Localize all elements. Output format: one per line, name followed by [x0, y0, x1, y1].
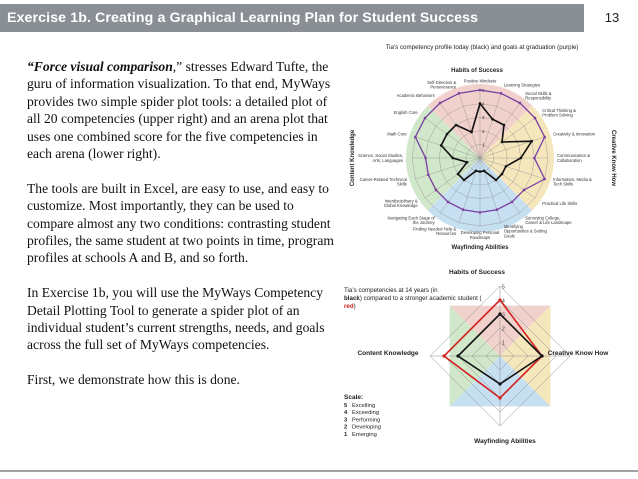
detail-arena-bottom: Wayfinding Abilities	[451, 245, 509, 251]
paragraph-4: First, we demonstrate how this is done.	[27, 372, 240, 388]
scale-number: 3	[344, 417, 348, 424]
tufte-quote: “Force visual comparison	[27, 59, 173, 74]
goal-point	[543, 178, 546, 181]
today-point	[503, 124, 506, 127]
goal-point	[496, 208, 499, 211]
competency-label: Math Core	[387, 131, 407, 137]
body-text	[27, 58, 337, 389]
today-point	[530, 140, 533, 143]
scale-label: Emerging	[352, 431, 377, 438]
paragraph-2: The tools are built in Excel, are easy to use, and easy to customize. Most importantly, they can be used to compare almost any two conditions: contrasting student profiles, the same student at two points in time, program profiles at schools A and B, and so forth.	[27, 180, 334, 266]
detail-ring-label: 5	[482, 88, 485, 93]
paragraph-1-text: ,” stresses Edward Tufte, the guru of information visualization. To that end, MyWays provides two simple spider plot tools: a detailed plot of all 20 competencies (upper right) and an arena plot that uses one combined score for the five competencies in each arena (lower right).	[27, 59, 331, 162]
competency-label: Self-Direction & Perseverance	[427, 79, 457, 90]
today-point	[479, 102, 482, 105]
goal-point	[523, 189, 526, 192]
header	[0, 0, 638, 36]
goal-point	[519, 102, 522, 105]
arena-ring-label: 5	[502, 284, 505, 291]
goal-point	[500, 92, 503, 95]
page-number: 13	[604, 10, 620, 25]
goal-point	[424, 117, 427, 120]
scale-label: Performing	[352, 417, 381, 424]
scale-number: 4	[344, 410, 348, 417]
today-point	[501, 173, 504, 176]
goal-point	[534, 117, 537, 120]
today-point	[470, 131, 473, 134]
tia-point	[540, 354, 543, 357]
footer-divider	[0, 470, 638, 472]
detail-plot-title: Tia’s competency profile today (black) and goals at graduation (purple)	[385, 44, 579, 51]
competency-label: Practical Life Skills	[542, 200, 578, 206]
goal-point	[435, 189, 438, 192]
paragraph-3: In Exercise 1b, you will use the MyWays Competency Detail Plotting Tool to generate a spider plot of an individual student’s current strengths, needs, and goals across the full set of MyWays competencies.	[27, 285, 325, 353]
tia-point	[498, 382, 501, 385]
arena-right-label: Creative Know How	[547, 350, 609, 357]
competency-label: Identifying Opportunities & Setting Goals	[503, 223, 547, 239]
goal-point	[533, 157, 536, 160]
arena-bottom-label: Wayfinding Abilities	[474, 438, 536, 445]
scale-label: Excelling	[352, 403, 376, 409]
competency-label: Surveying College, Career & Life Landscape	[525, 215, 572, 226]
goal-point	[479, 89, 482, 92]
goal-point	[414, 136, 417, 139]
competency-label: Science, Social Studies, Arts, Languages	[358, 153, 403, 163]
arena-note-pre: Tia’s competencies at 14 years (in	[344, 287, 438, 294]
goal-point	[458, 92, 461, 95]
paragraph-1	[27, 58, 337, 162]
today-point	[495, 179, 498, 182]
today-point	[479, 170, 482, 173]
scale-label: Exceeding	[352, 410, 380, 417]
today-point	[505, 165, 508, 168]
today-point	[463, 179, 466, 182]
today-point	[501, 141, 504, 144]
goal-point	[427, 174, 430, 177]
detail-arena-left: Content Knowledge	[350, 129, 356, 187]
detail-arena-top: Habits of Success	[451, 68, 503, 74]
competency-label: Interdisciplinary & Global Knowledge	[383, 198, 418, 209]
competency-label: Academic Behaviors	[396, 93, 435, 99]
arena-plot	[340, 256, 625, 448]
competency-detail-plot	[340, 40, 625, 253]
arena-left-label: Content Knowledge	[357, 350, 419, 357]
competency-label: Finding Needed Help & Resources	[412, 226, 457, 237]
stronger-point	[498, 396, 501, 399]
today-point	[446, 133, 449, 136]
competency-label: Creativity & Innovation	[553, 131, 596, 137]
today-point	[466, 161, 469, 164]
title-bar	[0, 4, 584, 32]
competency-label: Learning Strategies	[503, 82, 541, 88]
today-point	[474, 170, 477, 173]
detail-ring-label: 3	[482, 115, 485, 121]
competency-label: Social Skills & Responsibility	[525, 90, 552, 101]
competency-label: Career-Related Technical Skills	[359, 176, 407, 187]
scale-number: 1	[344, 431, 348, 438]
today-point	[483, 170, 486, 173]
competency-label: Navigating Each Stage of the Journey	[387, 215, 435, 226]
competency-label: Developing Personal Roadmaps	[460, 230, 500, 240]
scale-title: Scale:	[344, 394, 364, 401]
goal-point	[439, 102, 442, 105]
stronger-point	[442, 354, 445, 357]
detail-arena-right: Creative Know How	[610, 129, 616, 187]
arena-note-post: )	[353, 303, 356, 310]
detail-ring-label: 2	[482, 128, 485, 134]
arena-ring-label: 4	[502, 298, 505, 305]
competency-label: English Core	[393, 110, 418, 116]
tia-point	[456, 354, 459, 357]
arena-note-black: black	[344, 295, 360, 302]
arena-note-line1	[344, 287, 438, 294]
stronger-point	[498, 298, 501, 301]
goal-point	[462, 208, 465, 211]
arena-note-line3	[344, 303, 356, 310]
scale-number: 5	[344, 403, 348, 409]
detail-ring-label: 4	[482, 101, 485, 107]
today-point	[452, 157, 455, 160]
today-point	[455, 124, 458, 127]
today-point	[457, 173, 460, 176]
goal-point	[424, 157, 427, 160]
goal-point	[479, 211, 482, 214]
today-point	[440, 144, 443, 147]
slide-title: Exercise 1b. Creating a Graphical Learning Plan for Student Success	[7, 10, 479, 26]
arena-note-line2	[344, 295, 483, 302]
competency-label: Information, Media & Tech Skills	[553, 176, 592, 187]
scale-label: Developing	[352, 424, 382, 431]
goal-point	[511, 201, 514, 204]
arena-ring-label: 2	[502, 326, 505, 333]
scale-number: 2	[344, 424, 348, 431]
competency-label: Positive Mindsets	[463, 78, 497, 84]
arena-header: Habits of Success	[449, 269, 505, 276]
arena-ring-label: 1	[502, 340, 505, 347]
goal-point	[543, 136, 546, 139]
tia-point	[498, 312, 501, 315]
detail-ring-label: 1	[482, 142, 485, 148]
arena-note-red: red	[344, 303, 354, 310]
competency-label: Critical Thinking & Problem Solving	[542, 107, 576, 118]
goal-point	[447, 201, 450, 204]
arena-note-mid: ) compared to a stronger academic student (	[359, 295, 482, 302]
arena-ring-label: 3	[502, 312, 505, 319]
today-point	[491, 118, 494, 121]
today-point	[520, 157, 523, 160]
competency-label: Communication & Collaboration	[557, 153, 591, 163]
